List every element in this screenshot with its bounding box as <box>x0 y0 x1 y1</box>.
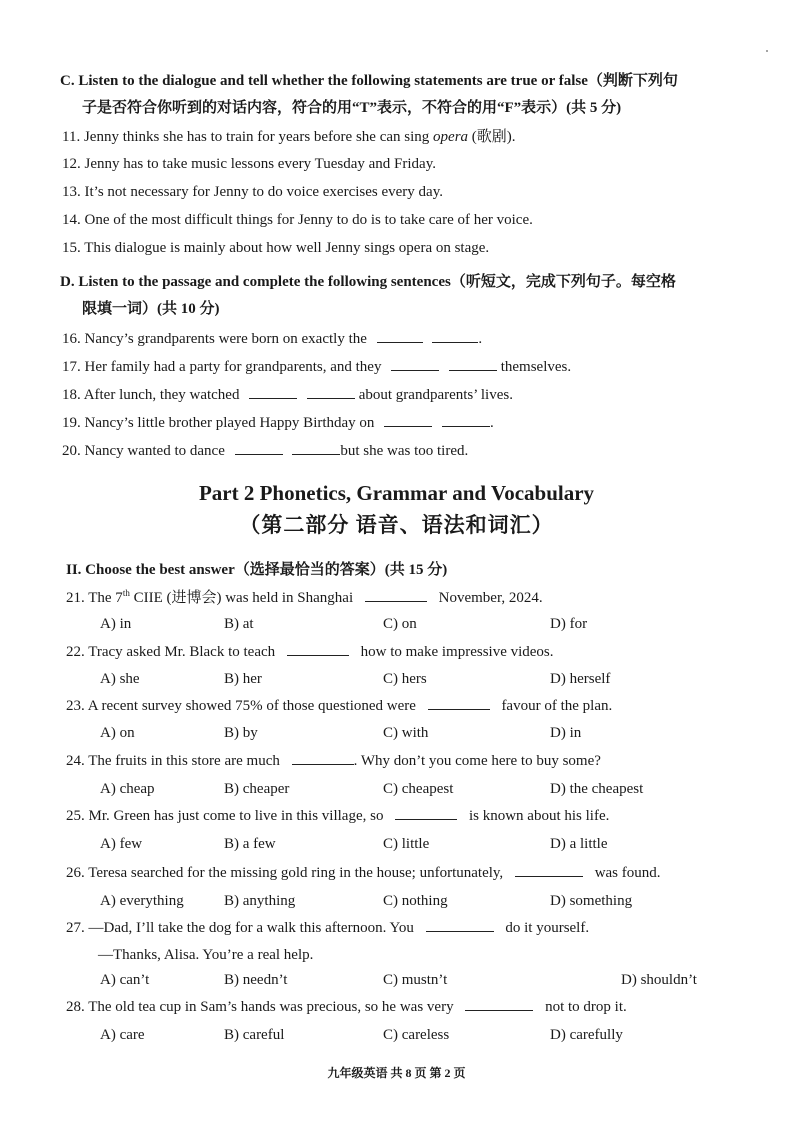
question-text: Nancy’s grandparents were born on exactly the <box>84 331 367 347</box>
question-text-end: was found. <box>594 865 661 881</box>
question-text-end: how to make impressive videos. <box>360 644 554 660</box>
question-number: 12. <box>62 156 81 172</box>
option-c[interactable]: C) hers <box>383 671 427 687</box>
part2-title-cn: （第二部分 语音、语法和词汇） <box>239 513 554 537</box>
question-text: Nancy wanted to dance <box>84 443 225 459</box>
question-number: 22. <box>66 644 85 660</box>
option-d[interactable]: D) a little <box>550 836 608 852</box>
section-c-title-line2: 子是否符合你听到的对话内容，符合的用“T”表示，不符合的用“F”表示）(共 5 分) <box>82 100 622 116</box>
answer-blank[interactable] <box>391 358 439 371</box>
question-text: —Dad, I’ll take the dog for a walk this afternoon. You <box>88 920 414 936</box>
answer-blank[interactable] <box>365 589 427 602</box>
option-a[interactable]: A) on <box>100 725 135 741</box>
answer-blank[interactable] <box>377 330 423 343</box>
question-text-end: do it yourself. <box>505 920 590 936</box>
option-c[interactable]: C) cheapest <box>383 781 454 797</box>
question-24 <box>66 752 601 770</box>
answer-blank[interactable] <box>249 386 297 399</box>
answer-blank[interactable] <box>428 697 490 710</box>
option-d[interactable]: D) herself <box>550 671 611 687</box>
answer-blank[interactable] <box>449 358 497 371</box>
option-a[interactable]: A) everything <box>100 893 184 909</box>
question-text-cont: CIIE (进博会) was held in Shanghai <box>129 590 354 606</box>
option-b[interactable]: B) her <box>224 671 262 687</box>
option-b[interactable]: B) cheaper <box>224 781 290 797</box>
question-19 <box>62 414 494 432</box>
question-text: It’s not necessary for Jenny to do voice exercises every day. <box>84 184 443 200</box>
question-number: 18. <box>62 387 81 403</box>
question-22 <box>66 643 554 661</box>
question-number: 16. <box>62 331 81 347</box>
question-text: This dialogue is mainly about how well Jenny sings opera on stage. <box>84 240 490 256</box>
question-text: One of the most difficult things for Jenny to do is to take care of her voice. <box>84 212 533 228</box>
option-a[interactable]: A) care <box>100 1027 145 1043</box>
superscript: th <box>122 588 130 598</box>
option-b[interactable]: B) needn’t <box>224 972 288 988</box>
option-c[interactable]: C) on <box>383 616 417 632</box>
question-number: 23. <box>66 698 85 714</box>
answer-blank[interactable] <box>292 752 354 765</box>
question-25 <box>66 807 609 825</box>
answer-blank[interactable] <box>395 807 457 820</box>
question-21 <box>66 588 543 607</box>
question-12 <box>62 155 436 173</box>
answer-blank[interactable] <box>384 414 432 427</box>
option-b[interactable]: B) at <box>224 616 254 632</box>
answer-blank[interactable] <box>465 998 533 1011</box>
question-number: 21. <box>66 590 85 606</box>
section-d-title-line2: 限填一词）(共 10 分) <box>82 301 220 317</box>
question-text: Jenny thinks she has to train for years before she can sing <box>83 129 434 145</box>
question-number: 26. <box>66 865 85 881</box>
scan-speck <box>766 50 768 52</box>
question-text: Tracy asked Mr. Black to teach <box>88 644 276 660</box>
option-c[interactable]: C) nothing <box>383 893 448 909</box>
option-a[interactable]: A) can’t <box>100 972 150 988</box>
question-text-end: . Why don’t you come here to buy some? <box>353 753 601 769</box>
option-a[interactable]: A) few <box>100 836 143 852</box>
question-number: 17. <box>62 359 81 375</box>
question-16 <box>62 330 482 348</box>
page-footer: 九年级英语 共 8 页 第 2 页 <box>327 1066 466 1080</box>
option-b[interactable]: B) careful <box>224 1027 285 1043</box>
answer-blank[interactable] <box>432 330 478 343</box>
question-number: 27. <box>66 920 85 936</box>
option-a[interactable]: A) she <box>100 671 140 687</box>
question-text: Her family had a party for grandparents, and they <box>84 359 382 375</box>
question-number: 11. <box>62 129 81 145</box>
option-b[interactable]: B) anything <box>224 893 296 909</box>
question-text-end: themselves. <box>500 359 572 375</box>
option-c[interactable]: C) careless <box>383 1027 450 1043</box>
part2-title-en: Part 2 Phonetics, Grammar and Vocabulary <box>198 481 595 505</box>
option-d[interactable]: D) carefully <box>550 1027 623 1043</box>
question-text-end: (歌剧). <box>468 129 516 145</box>
question-text: A recent survey showed 75% of those questioned were <box>87 698 416 714</box>
question-text-end: . <box>489 415 494 431</box>
question-13 <box>62 183 443 201</box>
question-text: The 7 <box>88 590 123 606</box>
answer-blank[interactable] <box>292 442 340 455</box>
question-text: Jenny has to take music lessons every Tuesday and Friday. <box>84 156 436 172</box>
question-number: 13. <box>62 184 81 200</box>
question-number: 19. <box>62 415 81 431</box>
section-c-title-line1: C. Listen to the dialogue and tell whether the following statements are true or false（判断下列句 <box>60 73 678 89</box>
question-15 <box>62 239 489 257</box>
option-b[interactable]: B) a few <box>224 836 276 852</box>
question-number: 14. <box>62 212 81 228</box>
answer-blank[interactable] <box>235 442 283 455</box>
question-number: 24. <box>66 753 85 769</box>
answer-blank[interactable] <box>515 864 583 877</box>
question-17 <box>62 358 571 376</box>
question-text-end: favour of the plan. <box>501 698 613 714</box>
answer-blank[interactable] <box>442 414 490 427</box>
question-text: Nancy’s little brother played Happy Birthday on <box>84 415 375 431</box>
question-27-reply: —Thanks, Alisa. You’re a real help. <box>98 947 314 963</box>
question-text-end: . <box>478 331 483 347</box>
question-number: 20. <box>62 443 81 459</box>
question-text: Mr. Green has just come to live in this village, so <box>88 808 384 824</box>
question-text: The old tea cup in Sam’s hands was precious, so he was very <box>88 999 454 1015</box>
question-text-end: November, 2024. <box>438 590 543 606</box>
option-c[interactable]: C) little <box>383 836 430 852</box>
option-d[interactable]: D) in <box>550 725 582 741</box>
option-a[interactable]: A) cheap <box>100 781 155 797</box>
question-23 <box>66 697 612 715</box>
section-ii-title: II. Choose the best answer（选择最恰当的答案）(共 15 分) <box>66 562 448 578</box>
question-11 <box>62 128 516 146</box>
question-27 <box>66 919 589 937</box>
question-number: 28. <box>66 999 85 1015</box>
option-c[interactable]: C) with <box>383 725 429 741</box>
option-d[interactable]: D) something <box>550 893 633 909</box>
question-number: 15. <box>62 240 81 256</box>
answer-blank[interactable] <box>287 643 349 656</box>
question-26 <box>66 864 661 882</box>
option-c[interactable]: C) mustn’t <box>383 972 448 988</box>
section-d-title-line1: D. Listen to the passage and complete the following sentences（听短文，完成下列句子。每空格 <box>60 274 676 290</box>
question-text: Teresa searched for the missing gold ring in the house; unfortunately, <box>88 865 504 881</box>
option-d[interactable]: D) for <box>550 616 588 632</box>
option-d[interactable]: D) shouldn’t <box>621 972 697 988</box>
question-text-end: about grandparents’ lives. <box>358 387 513 403</box>
question-number: 25. <box>66 808 85 824</box>
question-14 <box>62 211 533 229</box>
option-a[interactable]: A) in <box>100 616 132 632</box>
question-text-end: not to drop it. <box>545 999 627 1015</box>
answer-blank[interactable] <box>307 386 355 399</box>
question-text-end: but she was too tired. <box>340 443 469 459</box>
question-28 <box>66 998 627 1016</box>
option-d[interactable]: D) the cheapest <box>550 781 644 797</box>
question-text-end: is known about his life. <box>468 808 610 824</box>
question-18 <box>62 386 513 404</box>
question-20 <box>62 442 468 460</box>
question-text: The fruits in this store are much <box>88 753 280 769</box>
question-text: After lunch, they watched <box>83 387 240 403</box>
question-italic-word: opera <box>433 129 469 145</box>
option-b[interactable]: B) by <box>224 725 258 741</box>
answer-blank[interactable] <box>426 919 494 932</box>
